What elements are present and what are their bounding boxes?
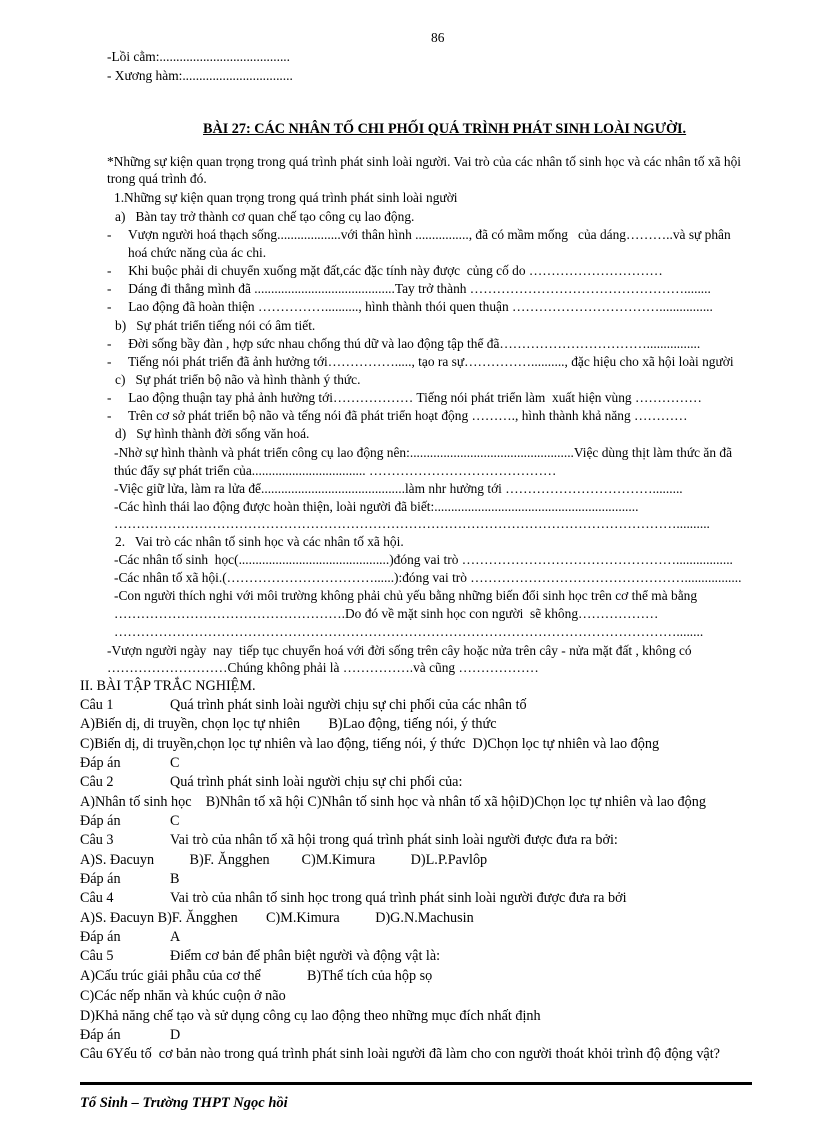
- question-text: Vai trò của nhân tố xã hội trong quá trình phát sinh loài người được đưa ra bởi:: [170, 832, 618, 848]
- question-text: Quá trình phát sinh loài người chịu sự chi phối của các nhân tố: [170, 697, 527, 713]
- footer-rule: [80, 1082, 752, 1085]
- answer-option: A)Biến dị, di truyền, chọn lọc tự nhiên B)Lao động, tiếng nói, ý thức: [80, 716, 497, 732]
- question-text: Quá trình phát sinh loài người chịu sự chi phối của:: [170, 774, 463, 790]
- list-item: - Đời sống bầy đàn , hợp sức nhau chống thú dữ và lao động tập thể đã……………………………................: [107, 336, 701, 351]
- subsection-heading: d) Sự hình thành đời sống văn hoá.: [115, 426, 310, 441]
- list-item: - Xương hàm:.................................: [107, 68, 293, 83]
- answer-label: Đáp án: [80, 755, 121, 771]
- question-text: Vai trò của nhân tố sinh học trong quá trình phát sinh loài người được đưa ra bởi: [170, 890, 627, 906]
- answer-option: D)Khả năng chế tạo và sử dụng công cụ lao động theo những mục đích nhất định: [80, 1008, 541, 1024]
- subsection-heading: b) Sự phát triển tiếng nói có âm tiết.: [115, 318, 316, 333]
- question-text: Câu 6Yếu tố cơ bản nào trong quá trình phát sinh loài người đã làm cho con người thoát khỏi trình độ động vật?: [80, 1046, 720, 1062]
- section-heading: 2. Vai trò các nhân tố sinh học và các nhân tố xã hội.: [115, 534, 404, 549]
- answer-option: A)Nhân tố sinh học B)Nhân tố xã hội C)Nhân tố sinh học và nhân tố xã hộiD)Chọn lọc tự nhiên và lao động: [80, 794, 706, 810]
- subsection-heading: c) Sự phát triển bộ não và hình thành ý thức.: [115, 372, 361, 387]
- page-number: 86: [431, 30, 445, 45]
- answer-value: C: [170, 755, 180, 771]
- answer-option: A)Cấu trúc giải phẫu của cơ thể B)Thể tích của hộp sọ: [80, 968, 433, 984]
- answer-label: Đáp án: [80, 813, 121, 829]
- intro-text: trong quá trình đó.: [107, 171, 207, 186]
- list-item: - Vượn người hoá thạch sống...................với thân hình ................, đã có mầm mống của dáng………..và sự phân: [107, 227, 731, 242]
- list-item: - Lao động đã hoàn thiện …………….........., hình thành thói quen thuận ……………………………................: [107, 299, 713, 314]
- question-label: Câu 3: [80, 832, 114, 848]
- list-item: ………………………………………………………………………………………………………………..........: [114, 516, 710, 531]
- list-item: …………………………………………….Do đó về mặt sinh học con người sẽ không………………: [114, 606, 659, 621]
- list-item: - Tiếng nói phát triển đã ảnh hưởng tới……………....., tạo ra sự…………….........., đặc hiệu cho xã hội loài người: [107, 354, 734, 369]
- list-item: -Vượn người ngày nay tiếp tục chuyển hoá với đời sống trên cây hoặc nửa trên cây - nửa mặt đất , không có: [107, 643, 692, 658]
- section-heading: 1.Những sự kiện quan trọng trong quá trình phát sinh loài người: [114, 190, 458, 205]
- answer-value: D: [170, 1027, 181, 1043]
- exercise-heading: II. BÀI TẬP TRẮC NGHIỆM.: [80, 678, 256, 694]
- answer-option: A)S. Đacuyn B)F. Ăngghen C)M.Kimura D)L.P.Pavlôp: [80, 852, 488, 868]
- lesson-title: BÀI 27: CÁC NHÂN TỐ CHI PHỐI QUÁ TRÌNH PHÁT SINH LOÀI NGƯỜI.: [203, 121, 687, 137]
- answer-value: B: [170, 871, 180, 887]
- list-item: ………………………………………………………………………………………………………………........: [114, 624, 704, 639]
- list-item: -Các hình thái lao động được hoàn thiện, loài người đã biết:.............................................................: [114, 499, 639, 514]
- answer-label: Đáp án: [80, 1027, 121, 1043]
- answer-value: A: [170, 929, 181, 945]
- answer-label: Đáp án: [80, 929, 121, 945]
- question-label: Câu 4: [80, 890, 114, 906]
- answer-label: Đáp án: [80, 871, 121, 887]
- question-label: Câu 2: [80, 774, 114, 790]
- list-item: -Lồi cằm:.......................................: [107, 49, 290, 64]
- list-item: - Dáng đi thẳng mình đã ..........................................Tay trở thành …………………………………………........: [107, 281, 711, 296]
- list-item: ………………………Chúng không phải là …………….và cũng ………………: [107, 660, 539, 675]
- list-item: -Con người thích nghi với môi trường không phải chủ yếu bằng những biến đổi sinh học trên cơ thể mà bằng: [114, 588, 698, 603]
- list-item: -Nhờ sự hình thành và phát triển công cụ lao động nên:.................................................Việc dùng thịt làm thức ăn đã: [114, 445, 733, 460]
- list-item: -Việc giữ lửa, làm ra lửa để...........................................làm nhr hưởng tới …………………………….........: [114, 481, 683, 496]
- answer-value: C: [170, 813, 180, 829]
- question-label: Câu 5: [80, 948, 114, 964]
- list-item: - Khi buộc phải di chuyển xuống mặt đất,các đặc tính này được củng cố do …………………………: [107, 263, 663, 278]
- list-item: - Lao động thuận tay phả ảnh hưởng tới……………… Tiếng nói phát triển làm xuất hiện vùng ……………: [107, 390, 702, 405]
- list-item: -Các nhân tố sinh học(.............................................)đóng vai trò ………………………………………….................: [114, 552, 733, 567]
- question-text: Điểm cơ bản để phân biệt người và động vật là:: [170, 948, 441, 964]
- question-label: Câu 1: [80, 697, 114, 713]
- list-item: thúc đẩy sự phát triển của.................................. ……………………………………: [114, 463, 557, 478]
- answer-option: C)Biến dị, di truyền,chọn lọc tự nhiên và lao động, tiếng nói, ý thức D)Chọn lọc tự nhiên và lao động: [80, 736, 660, 752]
- list-item: - Trên cơ sở phát triển bộ não và tếng nói đã phát triển hoạt động ………., hình thành khả năng …………: [107, 408, 688, 423]
- intro-text: *Những sự kiện quan trọng trong quá trình phát sinh loài người. Vai trò của các nhân tố sinh học và các nhân tố xã hội: [107, 154, 742, 169]
- subsection-heading: a) Bàn tay trở thành cơ quan chế tạo công cụ lao động.: [115, 209, 415, 224]
- list-item: -Các nhân tố xã hội.(……………………………......):đóng vai trò ………………………………………….................: [114, 570, 742, 585]
- answer-option: C)Các nếp nhăn và khúc cuộn ở não: [80, 988, 286, 1004]
- page-footer: Tổ Sinh – Trường THPT Ngọc hồi: [80, 1095, 288, 1111]
- answer-option: A)S. Đacuyn B)F. Ăngghen C)M.Kimura D)G.N.Machusin: [80, 910, 474, 926]
- list-item: hoá chức năng của ác chi.: [128, 245, 267, 260]
